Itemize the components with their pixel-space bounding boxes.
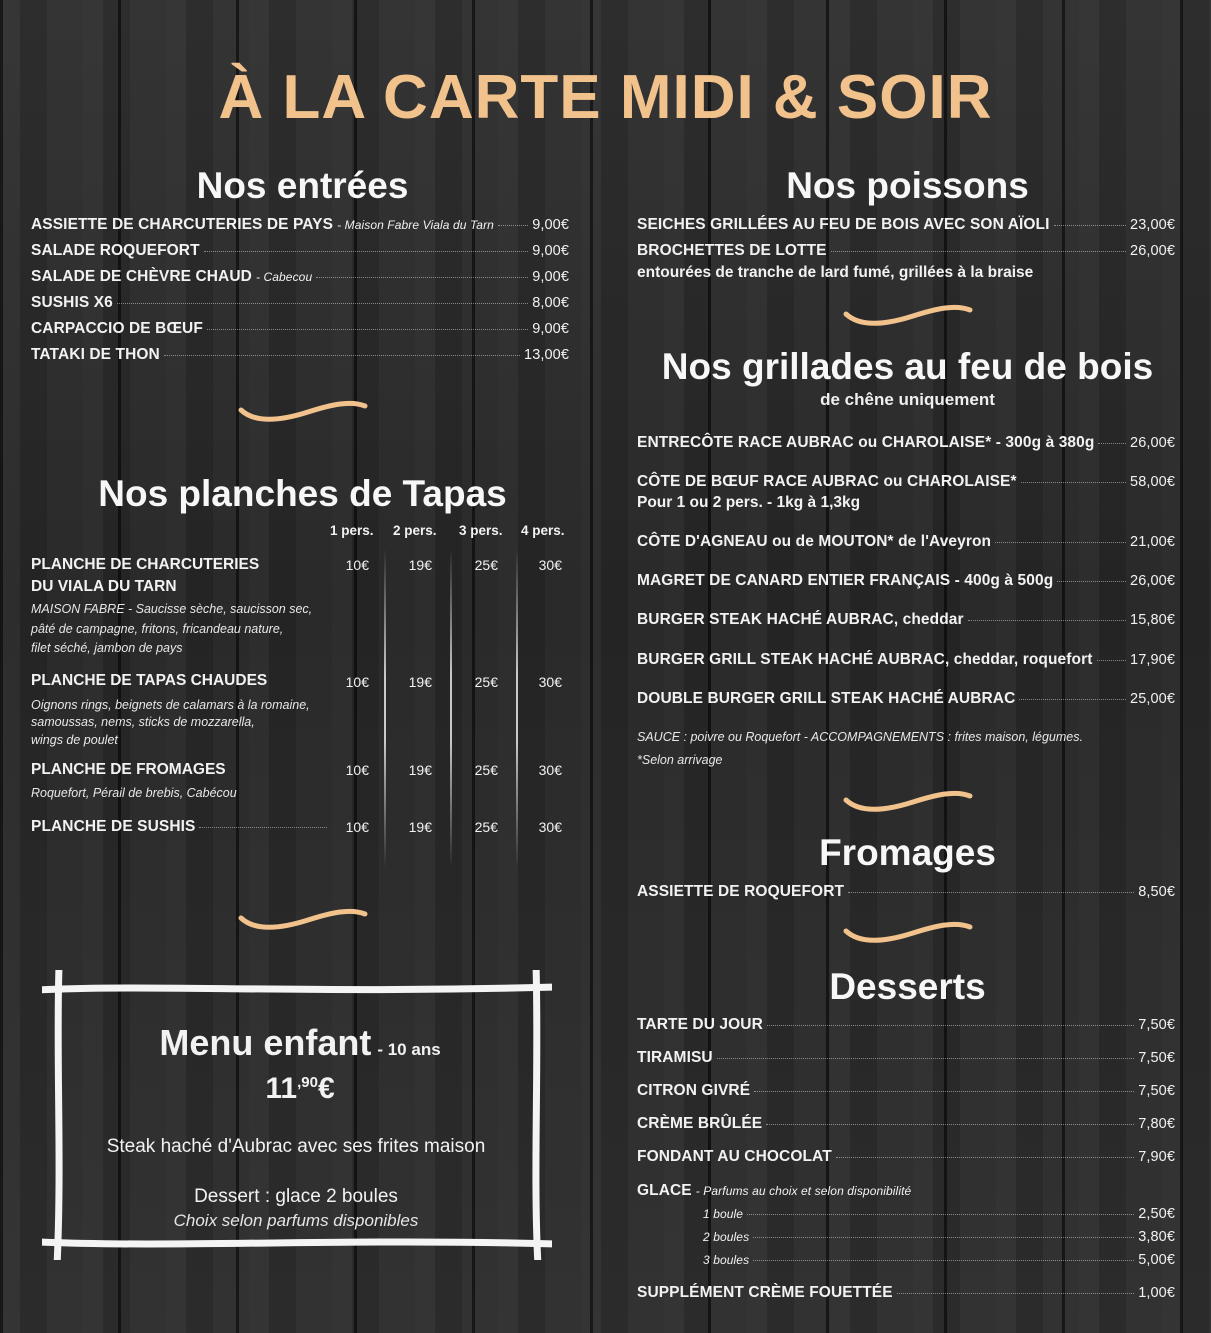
tapas-price: 10€ (345, 674, 369, 690)
grillade-name: MAGRET DE CANARD ENTIER FRANÇAIS - 400g à 500g (637, 572, 1054, 589)
tapas-col-2: 2 pers. (393, 523, 437, 538)
grillades-title: Nos grillades au feu de bois (661, 346, 1154, 387)
poisson-price: 26,00€ (1130, 243, 1175, 259)
swoosh-divider-icon (238, 394, 368, 424)
entree-item (31, 242, 569, 260)
poisson-item (637, 242, 1175, 260)
fromage-name: ASSIETTE DE ROQUEFORT (637, 883, 845, 900)
grillade-name: CÔTE DE BŒUF RACE AUBRAC ou CHAROLAISE* (637, 473, 1017, 490)
kids-menu-dessert: Dessert : glace 2 boules (194, 1186, 398, 1207)
kids-price-main: 11 (265, 1072, 298, 1105)
tapas-desc: pâté de campagne, fritons, fricandeau nature, (31, 622, 284, 636)
entree-price: 9,00€ (532, 321, 569, 337)
page-title: À LA CARTE MIDI & SOIR (218, 63, 993, 132)
entree-price: 13,00€ (524, 347, 569, 363)
tapas-price: 19€ (408, 674, 432, 690)
dessert-price: 7,90€ (1138, 1149, 1175, 1165)
glace-item (637, 1182, 1175, 1200)
tapas-price: 30€ (538, 762, 562, 778)
entree-item (31, 268, 569, 286)
lotte-desc: entourées de tranche de lard fumé, grillées à la braise (637, 264, 1034, 281)
grillades-subtitle: de chêne uniquement (820, 390, 995, 409)
glace-option-name: 1 boule (703, 1207, 744, 1221)
grillade-item (637, 533, 1175, 551)
sauce-note: SAUCE : poivre ou Roquefort - ACCOMPAGNEMENTS : frites maison, légumes. (637, 730, 1083, 744)
tapas-title: Nos planches de Tapas (98, 473, 507, 514)
entree-item (31, 216, 569, 234)
glace-option-price: 2,50€ (1138, 1206, 1175, 1222)
glace-option (703, 1229, 1175, 1245)
grillade-name: DOUBLE BURGER GRILL STEAK HACHÉ AUBRAC (637, 690, 1016, 707)
grillade-item (637, 690, 1175, 708)
tapas-price: 10€ (345, 819, 369, 835)
grillade-name: ENTRECÔTE RACE AUBRAC ou CHAROLAISE* - 300g à 380g (637, 434, 1095, 451)
entree-name: CARPACCIO DE BŒUF (31, 320, 203, 337)
tapas-price: 30€ (538, 557, 562, 573)
entree-name: TATAKI DE THON (31, 346, 160, 363)
swoosh-divider-icon (843, 784, 973, 814)
column-separator (516, 548, 518, 868)
poissons-title: Nos poissons (786, 165, 1029, 206)
kids-menu-main: Steak haché d'Aubrac avec ses frites maison (106, 1136, 486, 1157)
dessert-name: CRÈME BRÛLÉE (637, 1115, 763, 1132)
grillade-price: 15,80€ (1130, 612, 1175, 628)
supplement-price: 1,00€ (1138, 1285, 1175, 1301)
entree-name: SUSHIS X6 (31, 294, 113, 311)
dessert-name: TARTE DU JOUR (637, 1016, 763, 1033)
tapas-price: 19€ (408, 819, 432, 835)
entree-price: 9,00€ (532, 217, 569, 233)
tapas-desc: filet séché, jambon de pays (31, 641, 183, 655)
swoosh-divider-icon (843, 915, 973, 945)
grillade-item (637, 651, 1175, 669)
tapas-price: 10€ (345, 557, 369, 573)
grillade-price: 21,00€ (1130, 534, 1175, 550)
tapas-price: 30€ (538, 819, 562, 835)
poisson-name: SEICHES GRILLÉES AU FEU DE BOIS AVEC SON AÏOLI (637, 216, 1050, 233)
arrivage-note: *Selon arrivage (637, 753, 723, 767)
tapas-name-line2: DU VIALA DU TARN (31, 578, 177, 595)
kids-menu-price (0, 1072, 600, 1106)
entree-name: ASSIETTE DE CHARCUTERIES DE PAYS (31, 216, 334, 233)
grillade-item (637, 434, 1175, 452)
entree-note: - Maison Fabre Viala du Tarn (337, 218, 494, 232)
supplement-item (637, 1284, 1175, 1302)
grillade-price: 25,00€ (1130, 691, 1175, 707)
tapas-desc: wings de poulet (31, 733, 118, 747)
dessert-item (637, 1148, 1175, 1166)
grillade-price: 26,00€ (1130, 435, 1175, 451)
kids-price-cents: ,90 (297, 1074, 318, 1091)
entrees-title: Nos entrées (196, 165, 409, 206)
entree-note: - Cabecou (255, 270, 313, 284)
entree-price: 9,00€ (532, 243, 569, 259)
entree-item (31, 294, 569, 312)
entree-item (31, 320, 569, 338)
tapas-col-1: 1 pers. (330, 523, 374, 538)
glace-option (703, 1252, 1175, 1268)
tapas-price: 25€ (474, 674, 498, 690)
poisson-item (637, 216, 1175, 234)
glace-name: GLACE (637, 1182, 692, 1199)
glace-note: - Parfums au choix et selon disponibilité (695, 1184, 912, 1198)
tapas-price: 10€ (345, 762, 369, 778)
dessert-price: 7,50€ (1138, 1017, 1175, 1033)
dessert-name: TIRAMISU (637, 1049, 713, 1066)
tapas-col-4: 4 pers. (521, 523, 565, 538)
fromage-item (637, 883, 1175, 901)
grillade-name: CÔTE D'AGNEAU ou de MOUTON* de l'Aveyron (637, 533, 992, 550)
kids-price-currency: € (317, 1072, 335, 1105)
glace-option-price: 3,80€ (1138, 1229, 1175, 1245)
tapas-price: 25€ (474, 557, 498, 573)
glace-option-price: 5,00€ (1138, 1252, 1175, 1268)
fromage-price: 8,50€ (1138, 884, 1175, 900)
grillade-item (637, 611, 1175, 629)
kids-menu-dessert-note: Choix selon parfums disponibles (173, 1211, 419, 1230)
dessert-price: 7,50€ (1138, 1050, 1175, 1066)
glace-option-name: 3 boules (703, 1253, 750, 1267)
column-separator (450, 548, 452, 868)
entree-name: SALADE ROQUEFORT (31, 242, 200, 259)
tapas-price: 25€ (474, 819, 498, 835)
desserts-title: Desserts (829, 966, 986, 1007)
glace-option-name: 2 boules (703, 1230, 750, 1244)
tapas-name: PLANCHE DE FROMAGES (31, 761, 226, 778)
glace-option (703, 1206, 1175, 1222)
entree-price: 8,00€ (532, 295, 569, 311)
dessert-item (637, 1082, 1175, 1100)
grillade-name: BURGER STEAK HACHÉ AUBRAC, cheddar (637, 611, 964, 628)
tapas-desc: Roquefort, Pérail de brebis, Cabécou (31, 786, 237, 800)
grillade-price: 58,00€ (1130, 474, 1175, 490)
grillade-price: 26,00€ (1130, 573, 1175, 589)
fromages-title: Fromages (819, 832, 996, 873)
grillade-item (637, 572, 1175, 590)
tapas-price: 30€ (538, 674, 562, 690)
tapas-col-3: 3 pers. (459, 523, 503, 538)
kids-menu-age: - 10 ans (377, 1040, 441, 1059)
dessert-item (637, 1016, 1175, 1034)
tapas-desc: Oignons rings, beignets de calamars à la romaine, (31, 698, 310, 712)
swoosh-divider-icon (238, 902, 368, 932)
entree-name: SALADE DE CHÈVRE CHAUD (31, 268, 252, 285)
entree-item (31, 346, 569, 364)
supplement-name: SUPPLÉMENT CRÈME FOUETTÉE (637, 1284, 893, 1301)
grillade-price: 17,90€ (1130, 652, 1175, 668)
grillade-item (637, 473, 1175, 491)
grillade-name: BURGER GRILL STEAK HACHÉ AUBRAC, cheddar, roquefort (637, 651, 1093, 668)
dessert-name: FONDANT AU CHOCOLAT (637, 1148, 832, 1165)
dessert-price: 7,80€ (1138, 1116, 1175, 1132)
tapas-item (31, 818, 331, 836)
tapas-desc: MAISON FABRE - Saucisse sèche, saucisson sec, (31, 602, 313, 616)
kids-menu-title (0, 1022, 600, 1064)
tapas-desc: samoussas, nems, sticks de mozzarella, (31, 715, 255, 729)
tapas-price: 25€ (474, 762, 498, 778)
dessert-item (637, 1049, 1175, 1067)
tapas-price: 19€ (408, 557, 432, 573)
entree-price: 9,00€ (532, 269, 569, 285)
dessert-name: CITRON GIVRÉ (637, 1082, 751, 1099)
swoosh-divider-icon (843, 298, 973, 328)
tapas-price: 19€ (408, 762, 432, 778)
tapas-name: PLANCHE DE SUSHIS (31, 818, 196, 835)
dessert-item (637, 1115, 1175, 1133)
poisson-name: BROCHETTES DE LOTTE (637, 242, 827, 259)
tapas-name: PLANCHE DE TAPAS CHAUDES (31, 672, 268, 689)
dessert-price: 7,50€ (1138, 1083, 1175, 1099)
poisson-price: 23,00€ (1130, 217, 1175, 233)
column-separator (384, 548, 386, 868)
kids-menu-label: Menu enfant (159, 1022, 372, 1063)
boeuf-desc: Pour 1 ou 2 pers. - 1kg à 1,3kg (637, 494, 861, 511)
tapas-name: PLANCHE DE CHARCUTERIES (31, 556, 260, 573)
